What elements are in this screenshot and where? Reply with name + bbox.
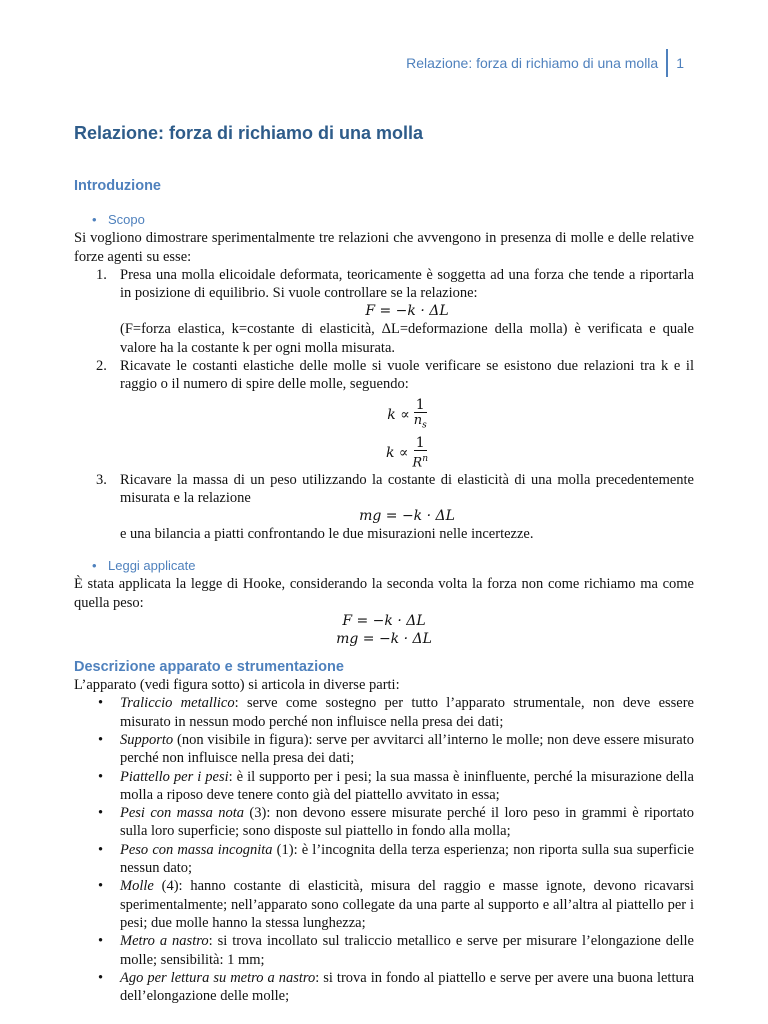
- apparato-item: [74, 877, 694, 932]
- item-term: Piattello per i pesi: [120, 768, 229, 785]
- apparato-item: [74, 841, 694, 878]
- apparato-item: [74, 768, 694, 805]
- section-heading-introduzione: Introduzione: [74, 178, 161, 195]
- apparato-item: [74, 694, 694, 731]
- apparato-item: [74, 731, 694, 768]
- denominator-subscript: s: [422, 420, 427, 431]
- formula-hooke-2: F = −k · ΔL: [342, 613, 426, 630]
- document-body: [74, 124, 694, 1005]
- fraction-denominator: [414, 413, 427, 433]
- denominator-base: n: [413, 412, 423, 428]
- item-term: Ago per lettura su metro a nastro: [120, 969, 316, 986]
- subsection-heading-leggi-label: Leggi applicate: [108, 558, 196, 574]
- list-number: 2.: [96, 358, 107, 375]
- list-number: 1.: [96, 266, 107, 283]
- formula-peso: mg = −k · ΔL: [359, 508, 455, 525]
- formula-lhs: k ∝: [387, 406, 410, 423]
- scopo-item-3-text: Ricavare la massa di un peso utilizzando la costante di elasticità di una molla precedentemente misurata e la relazione: [120, 471, 694, 506]
- item-term: Molle: [120, 878, 154, 895]
- apparato-item: [74, 969, 694, 1006]
- running-header-title: Relazione: forza di richiamo di una molla: [406, 55, 659, 71]
- scopo-item-1-text-b: (F=forza elastica, k=costante di elasticità, ΔL=deformazione della molla) è verificata e quale valore ha la costante k per ogni molla misurata.: [120, 321, 694, 356]
- apparato-item: [74, 804, 694, 841]
- scopo-item-1-text: Presa una molla elicoidale deformata, teoricamente è soggetta ad una forza che tende a riportarla in posizione di equilibrio. Si vuole controllare se la relazione:: [120, 266, 694, 302]
- scopo-item-3-text-b: e una bilancia a piatti confrontando le due misurazioni nelle incertezze.: [120, 526, 534, 543]
- formula-k-spire: [120, 398, 694, 433]
- scopo-item-2-text: Ricavate le costanti elastiche delle molle si vuole verificare se esistono due relazioni tra k e il raggio o il numero di spire delle molle, seguendo:: [120, 358, 694, 393]
- item-text: (3): non devono essere misurate perché il loro peso in grammi è riportato sulla loro superficie; sono disposte sul piattello in fondo alla molla;: [120, 805, 694, 840]
- item-text: : si trova incollato sul traliccio metallico e serve per misurare l’elongazione delle molle; sensibilità: 1 mm;: [120, 933, 694, 968]
- item-text: (non visibile in figura): serve per avvitarci all’interno le molle; non deve essere misurato perché non influisce nella presa dei dati;: [120, 731, 694, 767]
- item-term: Peso con massa incognita: [120, 841, 273, 858]
- leggi-text: È stata applicata la legge di Hooke, considerando la seconda volta la forza non come richiamo ma come quella peso:: [74, 576, 694, 611]
- apparato-item: [74, 932, 694, 969]
- item-term: Metro a nastro: [120, 933, 209, 950]
- subsection-heading-leggi: [74, 557, 694, 575]
- fraction: [414, 398, 427, 433]
- fraction-denominator: [412, 451, 428, 470]
- fraction: [412, 436, 428, 470]
- scopo-list: [74, 266, 694, 544]
- scopo-item-1: [74, 266, 694, 357]
- item-text: : è il supporto per i pesi; la sua massa è ininfluente, perché la misurazione della molla a riposo deve tenere conto già del piattello avvitato in essa;: [120, 768, 694, 803]
- subsection-heading-scopo-label: Scopo: [108, 212, 145, 228]
- fraction-numerator: 1: [415, 435, 425, 452]
- item-text: : serve come sostegno per tutto l’apparato strumentale, non deve essere misurato in nessun modo perché non influisce nella presa dei dati;: [120, 695, 694, 730]
- formula-lhs: k ∝: [385, 445, 409, 462]
- item-term: Traliccio metallico: [120, 695, 235, 712]
- apparato-intro: L’apparato (vedi figura sotto) si articola in diverse parti:: [74, 677, 400, 694]
- item-text: : si trova in fondo al piattello e serve per avere una buona lettura dell’elongazione delle molle;: [120, 969, 695, 1005]
- item-text: (1): è l’incognita della terza esperienza; non riporta sulla sua superficie nessun dato;: [120, 841, 694, 877]
- running-header: [406, 49, 684, 77]
- formula-peso-2: mg = −k · ΔL: [336, 631, 432, 648]
- section-heading-apparato: Descrizione apparato e strumentazione: [74, 659, 344, 676]
- document-title: Relazione: forza di richiamo di una molla: [74, 123, 424, 143]
- scopo-item-2: [74, 357, 694, 471]
- page-number: 1: [676, 55, 684, 71]
- scopo-item-3: [74, 471, 694, 544]
- formula-hooke: F = −k · ΔL: [365, 303, 449, 320]
- subsection-heading-scopo: [74, 211, 694, 229]
- header-divider: [666, 49, 668, 77]
- denominator-base: R: [412, 455, 423, 471]
- item-term: Supporto: [120, 731, 174, 748]
- scopo-intro: Si vogliono dimostrare sperimentalmente tre relazioni che avvengono in presenza di molle e delle relative forze agenti su esse:: [74, 230, 694, 265]
- item-text: (4): hanno costante di elasticità, misura del raggio e masse ignote, devono ricavarsi sperimentalmente; nell’apparato sono collegate da una parte al supporto e all’altra al piattello per i pesi; due molle hanno la stessa lunghezza;: [120, 878, 694, 931]
- formula-k-raggio: [120, 436, 694, 470]
- fraction-numerator: 1: [415, 396, 425, 413]
- apparato-list: [74, 694, 694, 1005]
- list-number: 3.: [96, 471, 107, 488]
- denominator-superscript: n: [422, 454, 428, 465]
- item-term: Pesi con massa nota: [120, 805, 245, 822]
